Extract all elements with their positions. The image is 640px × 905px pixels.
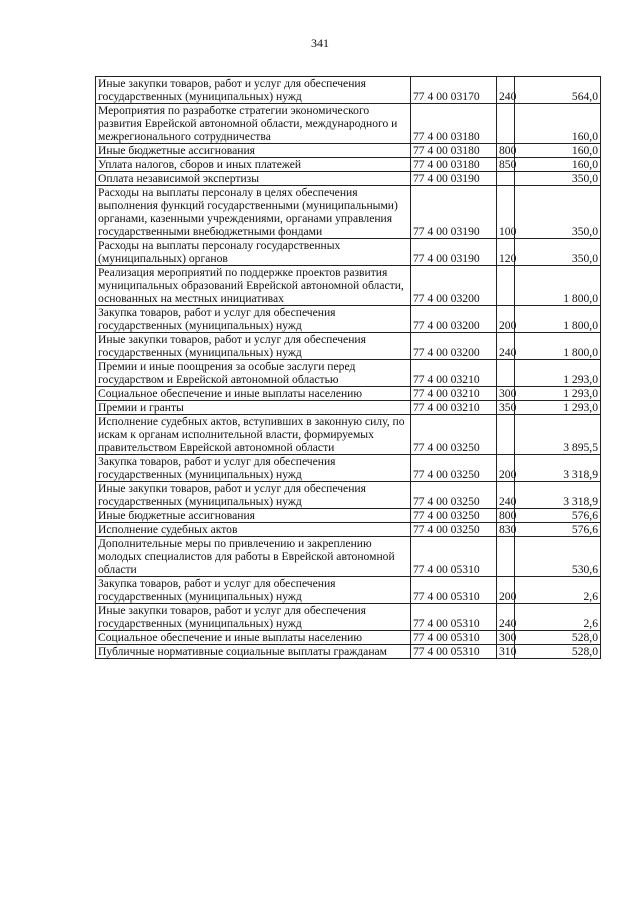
table-row — [96, 333, 601, 360]
amount-cell: 3 318,9 — [515, 482, 601, 509]
expense-name-cell: Иные бюджетные ассигнования — [96, 144, 411, 158]
expense-type-cell: 850 — [497, 158, 515, 172]
expense-type-cell: 240 — [497, 77, 515, 104]
target-code-cell: 77 4 00 03250 — [411, 482, 497, 509]
table-row — [96, 631, 601, 645]
expense-name-cell: Социальное обеспечение и иные выплаты населению — [96, 387, 411, 401]
target-code-cell: 77 4 00 05310 — [411, 604, 497, 631]
table-row — [96, 509, 601, 523]
target-code-cell: 77 4 00 03200 — [411, 266, 497, 306]
table-row — [96, 360, 601, 387]
table-row — [96, 415, 601, 455]
expense-type-cell: 200 — [497, 455, 515, 482]
amount-cell: 576,6 — [515, 509, 601, 523]
expense-type-cell: 240 — [497, 482, 515, 509]
table-row — [96, 104, 601, 144]
amount-cell: 160,0 — [515, 104, 601, 144]
expense-type-cell: 200 — [497, 306, 515, 333]
expense-name-cell: Исполнение судебных актов, вступивших в законную силу, по искам к органам исполнительной власти, формируемых правительством Еврейской автономной области — [96, 415, 411, 455]
expense-type-cell: 200 — [497, 577, 515, 604]
expense-name-cell: Реализация мероприятий по поддержке проектов развития муниципальных образований Еврейской автономной области, основанных на местных инициативах — [96, 266, 411, 306]
target-code-cell: 77 4 00 03250 — [411, 415, 497, 455]
target-code-cell: 77 4 00 03200 — [411, 306, 497, 333]
amount-cell: 1 293,0 — [515, 360, 601, 387]
table-row — [96, 266, 601, 306]
amount-cell: 528,0 — [515, 631, 601, 645]
expense-type-cell — [497, 360, 515, 387]
amount-cell: 1 800,0 — [515, 333, 601, 360]
target-code-cell: 77 4 00 03190 — [411, 186, 497, 239]
target-code-cell: 77 4 00 03210 — [411, 401, 497, 415]
expense-name-cell: Премии и гранты — [96, 401, 411, 415]
target-code-cell: 77 4 00 05310 — [411, 577, 497, 604]
table-row — [96, 604, 601, 631]
target-code-cell: 77 4 00 03200 — [411, 333, 497, 360]
table-row — [96, 387, 601, 401]
amount-cell: 3 318,9 — [515, 455, 601, 482]
expense-name-cell: Мероприятия по разработке стратегии экономического развития Еврейской автономной области, международного и межрегионального сотрудничества — [96, 104, 411, 144]
table-row — [96, 158, 601, 172]
table-row — [96, 645, 601, 659]
expense-type-cell — [497, 415, 515, 455]
target-code-cell: 77 4 00 03250 — [411, 455, 497, 482]
page-number: 341 — [311, 36, 329, 50]
target-code-cell: 77 4 00 03250 — [411, 523, 497, 537]
expense-name-cell: Закупка товаров, работ и услуг для обеспечения государственных (муниципальных) нужд — [96, 577, 411, 604]
budget-table — [95, 76, 601, 659]
expense-name-cell: Премии и иные поощрения за особые заслуги перед государством и Еврейской автономной областью — [96, 360, 411, 387]
expense-name-cell: Оплата независимой экспертизы — [96, 172, 411, 186]
table-row — [96, 482, 601, 509]
expense-name-cell: Расходы на выплаты персоналу государственных (муниципальных) органов — [96, 239, 411, 266]
target-code-cell: 77 4 00 05310 — [411, 645, 497, 659]
budget-table-body — [96, 77, 601, 659]
expense-name-cell: Иные закупки товаров, работ и услуг для обеспечения государственных (муниципальных) нужд — [96, 604, 411, 631]
target-code-cell: 77 4 00 03180 — [411, 144, 497, 158]
target-code-cell: 77 4 00 03210 — [411, 360, 497, 387]
amount-cell: 2,6 — [515, 604, 601, 631]
table-row — [96, 455, 601, 482]
target-code-cell: 77 4 00 03180 — [411, 104, 497, 144]
amount-cell: 350,0 — [515, 239, 601, 266]
amount-cell: 1 800,0 — [515, 266, 601, 306]
amount-cell: 528,0 — [515, 645, 601, 659]
amount-cell: 1 800,0 — [515, 306, 601, 333]
expense-type-cell: 240 — [497, 604, 515, 631]
expense-name-cell: Расходы на выплаты персоналу в целях обеспечения выполнения функций государственными (муниципальными) органами, казенными учреждениями, органами управления государственными внебюджетными фондами — [96, 186, 411, 239]
expense-type-cell: 800 — [497, 144, 515, 158]
target-code-cell: 77 4 00 05310 — [411, 537, 497, 577]
amount-cell: 2,6 — [515, 577, 601, 604]
amount-cell: 1 293,0 — [515, 401, 601, 415]
expense-name-cell: Исполнение судебных актов — [96, 523, 411, 537]
expense-name-cell: Публичные нормативные социальные выплаты гражданам — [96, 645, 411, 659]
table-row — [96, 401, 601, 415]
table-row — [96, 144, 601, 158]
expense-name-cell: Иные закупки товаров, работ и услуг для обеспечения государственных (муниципальных) нужд — [96, 333, 411, 360]
expense-name-cell: Уплата налогов, сборов и иных платежей — [96, 158, 411, 172]
amount-cell: 1 293,0 — [515, 387, 601, 401]
expense-type-cell: 300 — [497, 387, 515, 401]
amount-cell: 3 895,5 — [515, 415, 601, 455]
expense-type-cell — [497, 172, 515, 186]
target-code-cell: 77 4 00 03190 — [411, 239, 497, 266]
target-code-cell: 77 4 00 03170 — [411, 77, 497, 104]
expense-type-cell: 120 — [497, 239, 515, 266]
expense-name-cell: Иные бюджетные ассигнования — [96, 509, 411, 523]
target-code-cell: 77 4 00 03210 — [411, 387, 497, 401]
expense-name-cell: Закупка товаров, работ и услуг для обеспечения государственных (муниципальных) нужд — [96, 306, 411, 333]
table-row — [96, 172, 601, 186]
expense-name-cell: Иные закупки товаров, работ и услуг для обеспечения государственных (муниципальных) нужд — [96, 77, 411, 104]
table-row — [96, 239, 601, 266]
expense-type-cell — [497, 537, 515, 577]
expense-type-cell — [497, 266, 515, 306]
table-row — [96, 186, 601, 239]
expense-name-cell: Закупка товаров, работ и услуг для обеспечения государственных (муниципальных) нужд — [96, 455, 411, 482]
amount-cell: 160,0 — [515, 144, 601, 158]
amount-cell: 530,6 — [515, 537, 601, 577]
expense-name-cell: Социальное обеспечение и иные выплаты населению — [96, 631, 411, 645]
expense-type-cell: 100 — [497, 186, 515, 239]
amount-cell: 576,6 — [515, 523, 601, 537]
expense-type-cell: 800 — [497, 509, 515, 523]
expense-type-cell: 350 — [497, 401, 515, 415]
amount-cell: 564,0 — [515, 77, 601, 104]
target-code-cell: 77 4 00 03180 — [411, 158, 497, 172]
amount-cell: 350,0 — [515, 186, 601, 239]
expense-type-cell: 830 — [497, 523, 515, 537]
target-code-cell: 77 4 00 03190 — [411, 172, 497, 186]
expense-type-cell: 240 — [497, 333, 515, 360]
target-code-cell: 77 4 00 05310 — [411, 631, 497, 645]
expense-type-cell: 300 — [497, 631, 515, 645]
table-row — [96, 537, 601, 577]
expense-type-cell: 310 — [497, 645, 515, 659]
expense-name-cell: Иные закупки товаров, работ и услуг для обеспечения государственных (муниципальных) нужд — [96, 482, 411, 509]
expense-type-cell — [497, 104, 515, 144]
table-row — [96, 306, 601, 333]
target-code-cell: 77 4 00 03250 — [411, 509, 497, 523]
table-row — [96, 577, 601, 604]
table-row — [96, 523, 601, 537]
table-row — [96, 77, 601, 104]
amount-cell: 160,0 — [515, 158, 601, 172]
expense-name-cell: Дополнительные меры по привлечению и закреплению молодых специалистов для работы в Еврейской автономной области — [96, 537, 411, 577]
amount-cell: 350,0 — [515, 172, 601, 186]
